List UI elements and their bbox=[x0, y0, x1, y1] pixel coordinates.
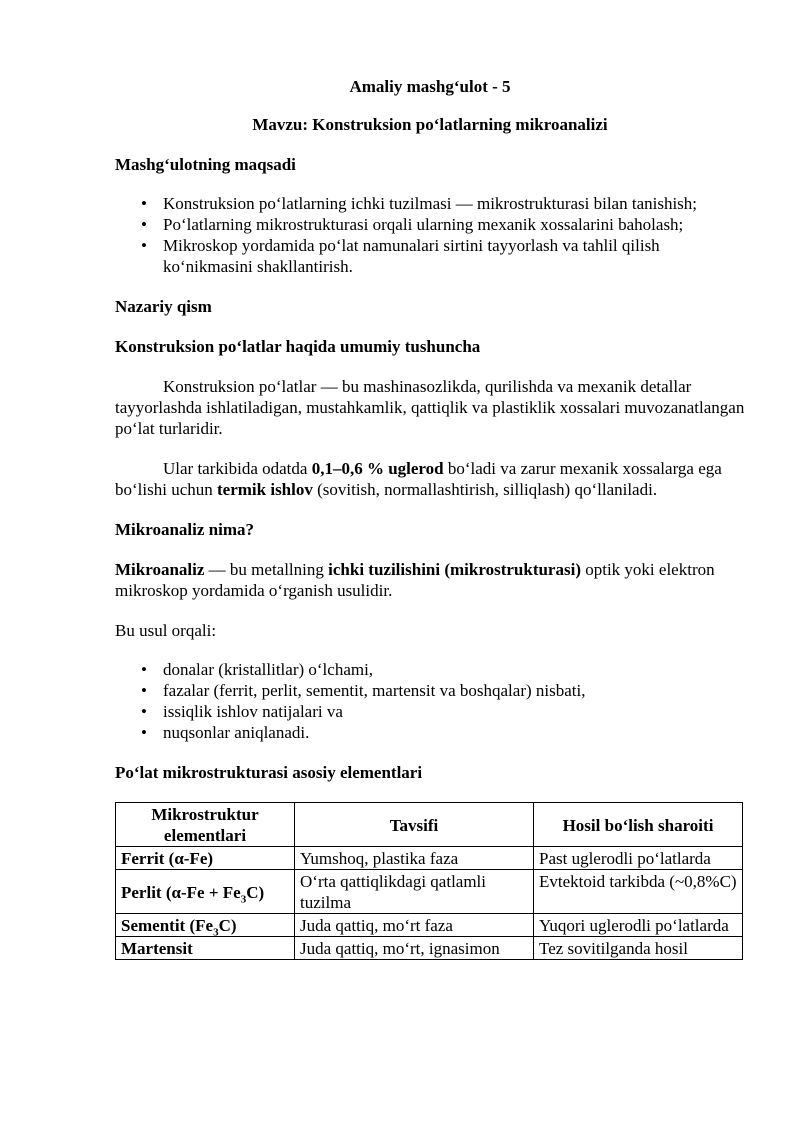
table-row bbox=[116, 914, 743, 937]
micro-intro: Bu usul orqali: bbox=[115, 621, 217, 640]
table-cell: O‘rta qattiqlikdagi qatlamli tuzilma bbox=[295, 870, 534, 914]
table-cell: Tez sovitilganda hosil bbox=[534, 937, 743, 960]
bold-run: Mikroanaliz bbox=[115, 560, 205, 579]
goals-heading: Mashg‘ulotning maqsadi bbox=[115, 155, 296, 174]
table-cell: Past uglerodli po‘latlarda bbox=[534, 847, 743, 870]
table-cell: Martensit bbox=[116, 937, 295, 960]
column-header: Tavsifi bbox=[295, 803, 534, 847]
page-title: Amaliy mashg‘ulot - 5 bbox=[349, 77, 511, 96]
micro-definition bbox=[115, 559, 745, 601]
text-run: (sovitish, normallashtirish, silliqlash) qo‘llaniladi. bbox=[312, 480, 658, 499]
text-run: Ular tarkibida odatda bbox=[163, 459, 312, 478]
list-item: • Konstruksion po‘latlarning ichki tuzilmasi — mikrostrukturasi bilan tanishish; bbox=[163, 193, 745, 214]
table-row bbox=[116, 847, 743, 870]
table-cell: Juda qattiq, mo‘rt, ignasimon bbox=[295, 937, 534, 960]
theory-paragraph-1: Konstruksion po‘latlar — bu mashinasozlikda, qurilishda va mexanik detallar tayyorlashda ishlatiladigan, mustahkamlik, qattiqlik va plastiklik xossalari muvozanatlangan po‘lat turlaridir. bbox=[115, 377, 745, 438]
micro-heading: Mikroanaliz nima? bbox=[115, 520, 254, 539]
table-cell bbox=[116, 870, 295, 914]
subscript: 3 bbox=[240, 892, 247, 905]
list-item: • Po‘latlarning mikrostrukturasi orqali ularning mexanik xossalarini baholash; bbox=[163, 214, 745, 235]
table-cell: Ferrit (α-Fe) bbox=[116, 847, 295, 870]
subscript: 3 bbox=[213, 926, 219, 939]
page-subtitle: Mavzu: Konstruksion po‘latlarning mikroanalizi bbox=[252, 115, 608, 134]
text-run: Sementit (Fe bbox=[121, 916, 214, 935]
bold-run: ichki tuzilishini (mikrostrukturasi) bbox=[328, 560, 581, 579]
table-row bbox=[116, 937, 743, 960]
list-item: • nuqsonlar aniqlanadi. bbox=[163, 722, 745, 743]
text-run: C) bbox=[246, 882, 265, 902]
text-run: Perlit (α-Fe + Fe bbox=[121, 882, 241, 902]
text-run: optik yoki elektron mikroskop yordamida o‘rganish usulidir. bbox=[115, 560, 715, 600]
list-item: • Mikroskop yordamida po‘lat namunalari sirtini tayyorlash va tahlil qilish ko‘nikmasini shakllantirish. bbox=[163, 235, 745, 277]
text-run: — bu metallning bbox=[204, 560, 329, 579]
list-item: • issiqlik ishlov natijalari va bbox=[163, 701, 745, 722]
micro-list bbox=[115, 659, 745, 743]
table-cell: Juda qattiq, mo‘rt faza bbox=[295, 914, 534, 937]
theory-paragraph-2 bbox=[115, 458, 745, 500]
document-page bbox=[115, 74, 745, 960]
list-item: • donalar (kristallitlar) o‘lchami, bbox=[163, 659, 745, 680]
theory-heading: Nazariy qism bbox=[115, 297, 212, 316]
list-item: • fazalar (ferrit, perlit, sementit, martensit va boshqalar) nisbati, bbox=[163, 680, 745, 701]
theory-subheading: Konstruksion po‘latlar haqida umumiy tushuncha bbox=[115, 337, 481, 356]
column-header: Mikrostruktur elementlari bbox=[116, 803, 295, 847]
bold-run: termik ishlov bbox=[217, 480, 313, 499]
microstructure-table bbox=[115, 802, 743, 960]
table-cell: Yuqori uglerodli po‘latlarda bbox=[534, 914, 743, 937]
table-header-row bbox=[116, 803, 743, 847]
table-row bbox=[116, 870, 743, 914]
table-cell bbox=[116, 914, 295, 937]
column-header: Hosil bo‘lish sharoiti bbox=[534, 803, 743, 847]
goals-list bbox=[115, 193, 745, 277]
bold-run: 0,1–0,6 % uglerod bbox=[311, 459, 444, 478]
table-cell: Yumshoq, plastika faza bbox=[295, 847, 534, 870]
table-heading: Po‘lat mikrostrukturasi asosiy elementlari bbox=[115, 763, 423, 782]
text-run: C) bbox=[218, 916, 237, 935]
table-cell: Evtektoid tarkibda (~0,8%C) bbox=[534, 870, 743, 914]
text-run: bo‘ladi va zarur mexanik xossalarga ega bo‘lishi uchun bbox=[115, 459, 722, 499]
